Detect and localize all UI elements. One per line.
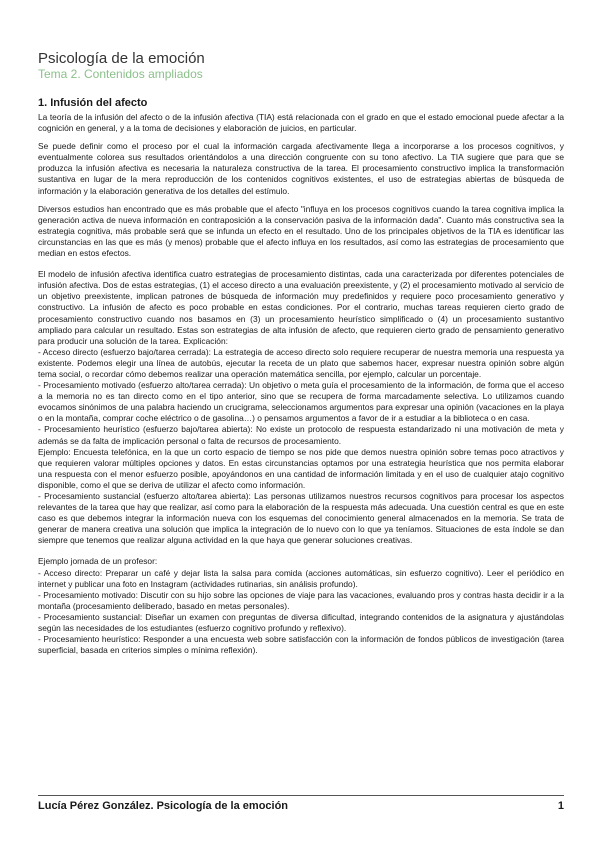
model-intro: El modelo de infusión afectiva identifica cuatro estrategias de procesamiento distintas, cada una caracterizada por diferentes potenciales de infusión afectiva. Dos de estas estrategias, (1) el acceso directo a una evaluación preexistente, y (2) el procesamiento motivado al servicio de un objetivo preexistente, implican patrones de búsqueda de información muy predefinidos y requiere poco procesamiento generativo y constructivo. La infusión de afecto es poco probable en estas condiciones. Por el contrario, muchas tareas requieren cierto grado de procesamiento constructivo cuando nos basamos en (3) un procesamiento heurístico simplificado o (4) un procesamiento sustantivo ampliado para calcular un resultado. Estas son estrategias de alta infusión de afecto, que requieren cierto grado de pensamiento generativo para producir una solución de la tarea. Explicación: — [38, 269, 564, 346]
section-heading: 1. Infusión del afecto — [38, 97, 148, 109]
example-heading: Ejemplo jornada de un profesor: — [38, 556, 158, 567]
document-body — [38, 97, 564, 663]
paragraph-intro: La teoría de la infusión del afecto o de la infusión afectiva (TIA) está relacionada con el grado en que el estado emocional puede afectar a la cognición en general, y a la toma de decisiones y elaboración de juicios, en particular. — [38, 112, 564, 134]
example-block — [38, 556, 564, 656]
paragraph-studies: Diversos estudios han encontrado que es más probable que el afecto "influya en los procesos cognitivos cuando la tarea cognitiva implica la generación activa de nueva información en contraposición a la conservación pasiva de la información dada". Cuanto más constructiva sea la estrategia cognitiva, más probable será que se infunda un efecto en el resultado. Uno de los principales objetivos de la TIA es identificar las circunstancias en las que es más (y menos) probable que el afecto influya en los resultados, así como las estrategias de procesamiento que median en estos efectos. — [38, 203, 564, 259]
page-footer — [38, 795, 564, 816]
list-item-direct-access: - Acceso directo (esfuerzo bajo/tarea cerrada): La estrategia de acceso directo solo requiere recuperar de nuestra memoria una respuesta ya existente. Podemos elegir una línea de autobús, ejecutar la receta de un plato que sabemos hacer, expresar nuestra opinión sobre algún tema social, o recordar cómo debemos realizar una operación matemática sencilla, por ejemplo, calcular un porcentaje. — [38, 346, 564, 379]
example-item-motivated: - Procesamiento motivado: Discutir con su hijo sobre las opciones de viaje para las vacaciones, evaluando pros y contras hasta decidir ir a la montaña (procesamiento deliberado, basado en metas personales). — [38, 589, 564, 611]
example-item-heuristic: - Procesamiento heurístico: Responder a una encuesta web sobre satisfacción con la información de fondos públicos de investigación (tarea superficial, basada en criterios simples o mínima reflexión). — [38, 634, 564, 656]
paragraph-definition: Se puede definir como el proceso por el cual la información cargada afectivamente llega a incorporarse a los procesos cognitivos, y eventualmente colorea sus resultados orientándolos a una dirección congruente con su tono afectivo. La TIA sugiere que para que se produzca la infusión afectiva es necesaria la naturaleza constructiva de la tarea. El procesamiento constructivo implica la transformación sustantiva en lugar de la mera reproducción de los contenidos cognitivos existentes, el uso de estrategias abiertas de búsqueda de información y la elaboración generativa de los detalles del estímulo. — [38, 141, 564, 196]
list-item-heuristic: - Procesamiento heurístico (esfuerzo bajo/tarea abierta): No existe un protocolo de respuesta estandarizado ni una motivación de meta y además se da falta de implicación personal o falta de recursos de procesamiento. — [38, 424, 564, 446]
list-item-heuristic-example: Ejemplo: Encuesta telefónica, en la que un corto espacio de tiempo se nos pide que demos nuestra opinión sobre temas poco atractivos y que requieren valorar múltiples opciones y datos. En estas circunstancias optamos por una estrategia heurística que nos permita elaborar una respuesta con el menor esfuerzo posible, apoyándonos en una cantidad de información limitada y en el uso de cualquier atajo cognitivo disponible, como el que se deriva de utilizar el afecto como información. — [38, 446, 564, 490]
document-title: Psicología de la emoción — [38, 50, 205, 67]
example-item-substantive: - Procesamiento sustancial: Diseñar un examen con preguntas de diversa dificultad, integrando contenidos de la asignatura y ajustándolas según las necesidades de los estudiantes (esfuerzo cognitivo profundo y reflexivo). — [38, 611, 564, 634]
document-subtitle: Tema 2. Contenidos ampliados — [38, 67, 203, 81]
list-item-motivated: - Procesamiento motivado (esfuerzo alto/tarea cerrada): Un objetivo o meta guía el procesamiento de la información, de forma que el acceso a la memoria no es tan directo como en el tipo anterior, sino que se recupera de forma marcadamente selectiva. Lo utilizamos cuando evocamos sinónimos de una palabra haciendo un crucigrama, seleccionamos argumentos para expresar una opinión (vacaciones en la playa o en la montaña, comprar coche eléctrico o de gasolina…) o pensamos argumentos a favor de ir a estudiar a la biblioteca o en casa. — [38, 380, 564, 424]
page-number: 1 — [557, 800, 564, 812]
footer-author: Lucía Pérez González. Psicología de la emoción — [38, 800, 289, 812]
model-block — [38, 269, 564, 546]
list-item-substantive: - Procesamiento sustancial (esfuerzo alto/tarea abierta): Las personas utilizamos nuestros recursos cognitivos para procesar los aspectos relevantes de la tarea que hay que realizar, así como para la elaboración de la respuesta más adecuada. Una cuestión central es que en este caso es que debemos integrar la información nueva con los esquemas del conocimiento general almacenados en la memoria. Se trata de generar de manera creativa una solución que implica la integración de lo nuevo con lo que ya teníamos. Situaciones de esta índole se dan siempre que tenemos que realizar alguna actividad en la que haya que generar soluciones creativas. — [38, 491, 564, 546]
example-item-direct: - Acceso directo: Preparar un café y dejar lista la salsa para comida (acciones automáticas, sin esfuerzo cognitivo). Leer el periódico en internet y publicar una foto en Instagram (actividades rutinarias, sin análisis profundo). — [38, 567, 564, 589]
